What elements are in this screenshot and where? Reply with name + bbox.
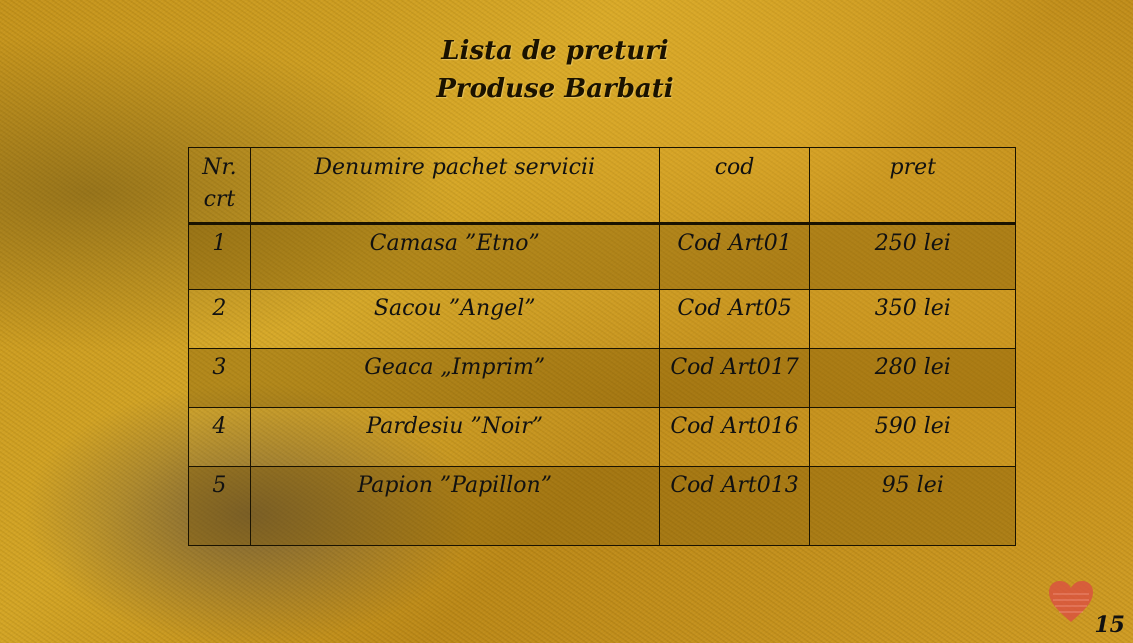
cell-nr: 1	[189, 224, 251, 290]
table-row	[189, 349, 1016, 408]
page-title	[0, 32, 1110, 108]
title-line-1: Lista de preturi	[441, 36, 669, 66]
cell-name: Camasa ”Etno”	[250, 224, 659, 290]
cell-cod: Cod Art01	[659, 224, 810, 290]
cell-pret: 250 lei	[810, 224, 1016, 290]
cell-nr: 4	[189, 408, 251, 467]
header-name: Denumire pachet servicii	[250, 148, 659, 224]
cell-name: Papion ”Papillon”	[250, 467, 659, 546]
header-cod: cod	[659, 148, 810, 224]
cell-name: Pardesiu ”Noir”	[250, 408, 659, 467]
header-nr: Nr. crt	[189, 148, 251, 224]
table-row	[189, 408, 1016, 467]
cell-nr: 3	[189, 349, 251, 408]
header-pret: pret	[810, 148, 1016, 224]
table-row	[189, 224, 1016, 290]
cell-name: Sacou ”Angel”	[250, 290, 659, 349]
cell-cod: Cod Art05	[659, 290, 810, 349]
cell-pret: 590 lei	[810, 408, 1016, 467]
cell-cod: Cod Art016	[659, 408, 810, 467]
cell-cod: Cod Art017	[659, 349, 810, 408]
cell-pret: 280 lei	[810, 349, 1016, 408]
cell-pret: 350 lei	[810, 290, 1016, 349]
cell-nr: 5	[189, 467, 251, 546]
cell-pret: 95 lei	[810, 467, 1016, 546]
table-header-row	[189, 148, 1016, 224]
page-number: 15	[1094, 612, 1125, 638]
price-table	[188, 147, 1016, 546]
heart-icon	[1047, 578, 1095, 626]
cell-name: Geaca „Imprim”	[250, 349, 659, 408]
table-row	[189, 467, 1016, 546]
cell-nr: 2	[189, 290, 251, 349]
table-row	[189, 290, 1016, 349]
title-line-2: Produse Barbati	[436, 74, 674, 104]
cell-cod: Cod Art013	[659, 467, 810, 546]
